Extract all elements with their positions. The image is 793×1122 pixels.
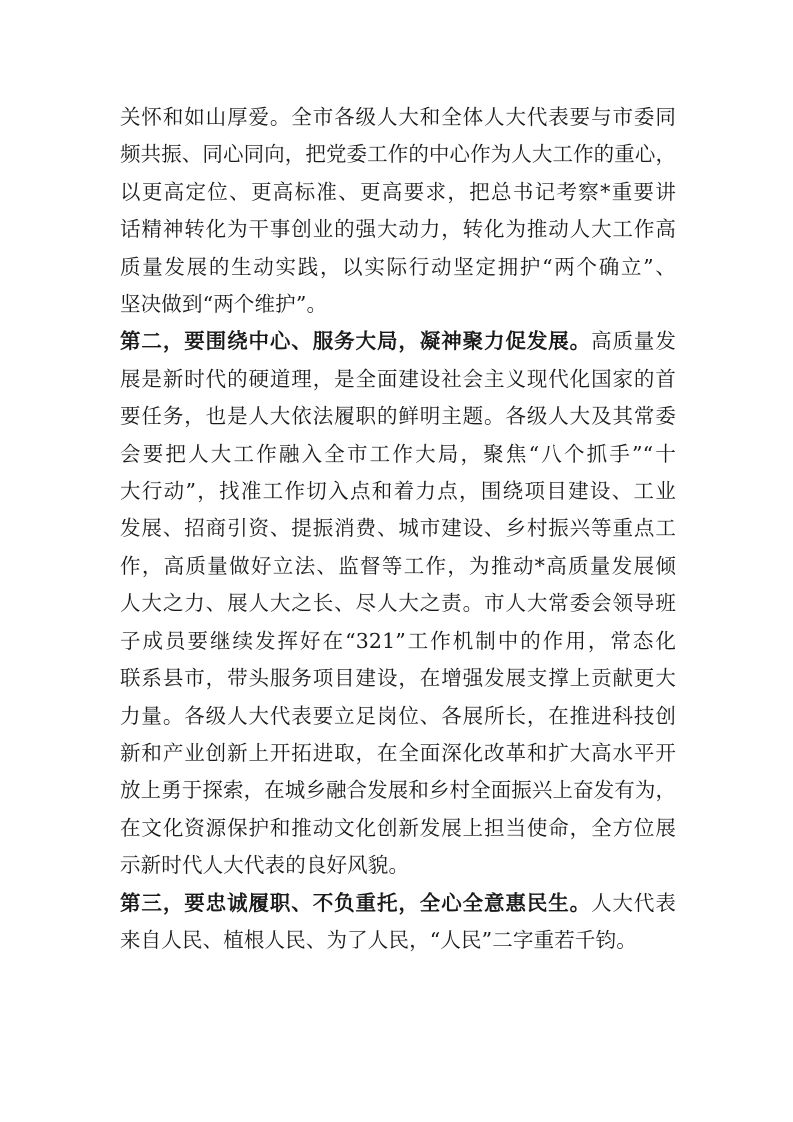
body-text: 频共振、同心同向，把党委工作的中心作为人大工作的重心， (120, 142, 676, 167)
body-text: 人大代表 (591, 890, 676, 915)
document-body (120, 99, 676, 959)
body-text: 示新时代人大代表的良好风貌。 (120, 853, 410, 878)
text-line (120, 585, 676, 622)
body-text: 在文化资源保护和推动文化创新发展上担当使命，全方位展 (120, 815, 676, 840)
body-text: 坚决做到“两个维护”。 (120, 292, 328, 317)
text-line (120, 847, 676, 884)
body-text: 大行动”，找准工作切入点和着力点，围绕项目建设、工业 (120, 479, 676, 504)
text-line (120, 623, 676, 660)
bold-heading-text: 第二，要围绕中心、服务大局，凝神聚力促发展。 (120, 329, 592, 354)
text-line (120, 99, 676, 136)
body-text: 人大之力、展人大之长、尽人大之责。市人大常委会领导班 (120, 591, 676, 616)
text-line (120, 885, 676, 922)
text-line (120, 698, 676, 735)
text-line (120, 361, 676, 398)
text-line (120, 735, 676, 772)
text-line (120, 510, 676, 547)
text-line (120, 249, 676, 286)
text-line (120, 922, 676, 959)
body-text: 来自人民、植根人民、为了人民，“人民”二字重若千钧。 (120, 927, 637, 952)
body-text: 发展、招商引资、提振消费、城市建设、乡村振兴等重点工 (120, 516, 676, 541)
body-text: 要任务，也是人大依法履职的鲜明主题。各级人大及其常委 (120, 404, 676, 429)
text-line (120, 548, 676, 585)
body-text: 以更高定位、更高标准、更高要求，把总书记考察*重要讲 (120, 179, 676, 204)
text-line (120, 473, 676, 510)
body-text: 作，高质量做好立法、监督等工作，为推动*高质量发展倾 (120, 553, 676, 578)
body-text: 关怀和如山厚爱。全市各级人大和全体人大代表要与市委同 (120, 105, 676, 129)
body-text: 话精神转化为干事创业的强大动力，转化为推动人大工作高 (120, 217, 676, 242)
body-text: 力量。各级人大代表要立足岗位、各展所长，在推进科技创 (120, 703, 676, 728)
body-text: 放上勇于探索，在城乡融合发展和乡村全面振兴上奋发有为， (120, 778, 676, 803)
text-line (120, 660, 676, 697)
text-line (120, 286, 676, 323)
text-line (120, 398, 676, 435)
body-text: 质量发展的生动实践，以实际行动坚定拥护“两个确立”、 (120, 254, 676, 279)
text-line (120, 174, 676, 211)
text-line (120, 323, 676, 360)
body-text: 高质量发 (591, 329, 676, 354)
bold-heading-text: 第三，要忠诚履职、不负重托，全心全意惠民生。 (120, 890, 592, 915)
body-text: 联系县市，带头服务项目建设，在增强发展支撑上贡献更大 (120, 666, 676, 691)
paragraph (120, 323, 676, 884)
body-text: 会要把人大工作融入全市工作大局，聚焦“八个抓手”“十 (120, 441, 676, 466)
text-line (120, 810, 676, 847)
paragraph (120, 99, 676, 323)
text-line (120, 772, 676, 809)
text-line (120, 211, 676, 248)
body-text: 新和产业创新上开拓进取，在全面深化改革和扩大高水平开 (120, 740, 676, 765)
text-line (120, 436, 676, 473)
body-text: 展是新时代的硬道理，是全面建设社会主义现代化国家的首 (120, 366, 676, 391)
body-text: 子成员要继续发挥好在“321”工作机制中的作用，常态化 (120, 628, 676, 653)
paragraph (120, 885, 676, 960)
text-line (120, 136, 676, 173)
